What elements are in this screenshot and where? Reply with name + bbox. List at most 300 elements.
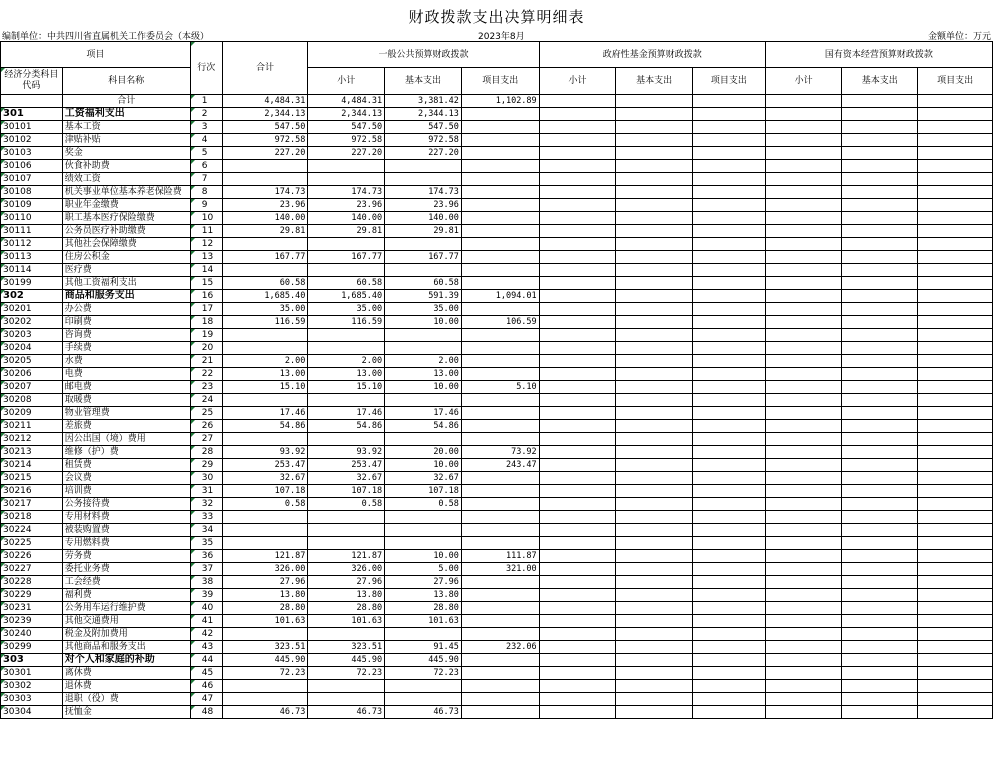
cell-name: 工会经费	[62, 576, 190, 589]
cell-capital-subtotal	[765, 95, 842, 108]
cell-code: 30101	[1, 121, 63, 134]
cell-fund-project	[693, 225, 766, 238]
cell-capital-basic	[842, 290, 918, 303]
cell-line: 46	[190, 680, 222, 693]
cell-general-basic: 227.20	[385, 147, 462, 160]
cell-general-basic: 10.00	[385, 550, 462, 563]
cell-general-basic: 10.00	[385, 459, 462, 472]
cell-fund-basic	[616, 550, 693, 563]
table-row	[1, 277, 993, 290]
cell-capital-project	[918, 329, 993, 342]
cell-line: 12	[190, 238, 222, 251]
table-row	[1, 641, 993, 654]
cell-fund-basic	[616, 420, 693, 433]
cell-code: 30199	[1, 277, 63, 290]
cell-code: 303	[1, 654, 63, 667]
cell-general-subtotal: 121.87	[308, 550, 385, 563]
cell-capital-subtotal	[765, 355, 842, 368]
cell-name: 商品和服务支出	[62, 290, 190, 303]
cell-code: 30240	[1, 628, 63, 641]
cell-code: 30114	[1, 264, 63, 277]
cell-general-basic	[385, 433, 462, 446]
cell-capital-basic	[842, 706, 918, 719]
cell-line: 1	[190, 95, 222, 108]
cell-fund-project	[693, 550, 766, 563]
cell-capital-basic	[842, 563, 918, 576]
cell-name: 电费	[62, 368, 190, 381]
cell-capital-subtotal	[765, 381, 842, 394]
cell-name: 住房公积金	[62, 251, 190, 264]
cell-general-subtotal: 167.77	[308, 251, 385, 264]
cell-fund-basic	[616, 199, 693, 212]
cell-code: 30109	[1, 199, 63, 212]
cell-fund-basic	[616, 342, 693, 355]
cell-capital-subtotal	[765, 680, 842, 693]
cell-fund-project	[693, 628, 766, 641]
cell-general-subtotal: 46.73	[308, 706, 385, 719]
cell-total: 15.10	[222, 381, 308, 394]
table-row	[1, 498, 993, 511]
cell-general-project	[461, 420, 539, 433]
cell-line: 9	[190, 199, 222, 212]
cell-capital-subtotal	[765, 472, 842, 485]
cell-capital-project	[918, 147, 993, 160]
cell-name: 物业管理费	[62, 407, 190, 420]
cell-capital-subtotal	[765, 550, 842, 563]
cell-general-basic	[385, 628, 462, 641]
cell-fund-subtotal	[539, 121, 616, 134]
cell-line: 8	[190, 186, 222, 199]
cell-capital-project	[918, 602, 993, 615]
cell-code: 30302	[1, 680, 63, 693]
cell-code: 30303	[1, 693, 63, 706]
cell-total: 54.86	[222, 420, 308, 433]
cell-fund-subtotal	[539, 368, 616, 381]
cell-capital-subtotal	[765, 628, 842, 641]
cell-fund-subtotal	[539, 134, 616, 147]
cell-general-project	[461, 589, 539, 602]
cell-fund-project	[693, 186, 766, 199]
cell-general-basic: 54.86	[385, 420, 462, 433]
cell-general-basic: 23.96	[385, 199, 462, 212]
cell-fund-subtotal	[539, 108, 616, 121]
cell-name: 其他交通费用	[62, 615, 190, 628]
cell-general-basic: 10.00	[385, 381, 462, 394]
cell-name: 退休费	[62, 680, 190, 693]
cell-line: 32	[190, 498, 222, 511]
cell-capital-subtotal	[765, 459, 842, 472]
cell-capital-project	[918, 95, 993, 108]
cell-line: 15	[190, 277, 222, 290]
cell-general-basic	[385, 524, 462, 537]
cell-code: 30215	[1, 472, 63, 485]
cell-capital-subtotal	[765, 485, 842, 498]
cell-capital-subtotal	[765, 615, 842, 628]
cell-capital-basic	[842, 225, 918, 238]
cell-capital-subtotal	[765, 316, 842, 329]
cell-name: 取暖费	[62, 394, 190, 407]
header-capital-project: 项目支出	[918, 68, 993, 95]
cell-total: 17.46	[222, 407, 308, 420]
cell-total: 13.80	[222, 589, 308, 602]
cell-line: 41	[190, 615, 222, 628]
cell-code: 30201	[1, 303, 63, 316]
cell-capital-basic	[842, 277, 918, 290]
cell-code	[1, 95, 63, 108]
cell-fund-project	[693, 355, 766, 368]
cell-fund-project	[693, 459, 766, 472]
cell-capital-subtotal	[765, 290, 842, 303]
cell-fund-project	[693, 667, 766, 680]
cell-general-basic	[385, 693, 462, 706]
cell-capital-subtotal	[765, 706, 842, 719]
cell-code: 30107	[1, 173, 63, 186]
cell-general-subtotal: 2.00	[308, 355, 385, 368]
cell-general-subtotal: 29.81	[308, 225, 385, 238]
cell-total: 1,685.40	[222, 290, 308, 303]
cell-fund-project	[693, 654, 766, 667]
cell-capital-project	[918, 550, 993, 563]
cell-capital-project	[918, 264, 993, 277]
cell-code: 30205	[1, 355, 63, 368]
cell-name: 公务用车运行维护费	[62, 602, 190, 615]
cell-capital-subtotal	[765, 212, 842, 225]
cell-general-project	[461, 199, 539, 212]
cell-capital-project	[918, 563, 993, 576]
cell-line: 3	[190, 121, 222, 134]
table-row	[1, 147, 993, 160]
header-general-project: 项目支出	[461, 68, 539, 95]
cell-general-subtotal: 101.63	[308, 615, 385, 628]
table-row	[1, 459, 993, 472]
cell-general-project	[461, 680, 539, 693]
cell-general-basic: 32.67	[385, 472, 462, 485]
cell-capital-subtotal	[765, 394, 842, 407]
cell-capital-project	[918, 212, 993, 225]
cell-fund-basic	[616, 147, 693, 160]
cell-fund-project	[693, 342, 766, 355]
cell-fund-subtotal	[539, 225, 616, 238]
cell-total: 116.59	[222, 316, 308, 329]
cell-capital-basic	[842, 524, 918, 537]
cell-capital-basic	[842, 368, 918, 381]
cell-total: 60.58	[222, 277, 308, 290]
cell-capital-subtotal	[765, 251, 842, 264]
cell-fund-basic	[616, 563, 693, 576]
cell-capital-basic	[842, 485, 918, 498]
cell-fund-subtotal	[539, 446, 616, 459]
cell-general-subtotal: 0.58	[308, 498, 385, 511]
cell-total: 23.96	[222, 199, 308, 212]
cell-general-subtotal: 2,344.13	[308, 108, 385, 121]
cell-line: 21	[190, 355, 222, 368]
cell-name: 专用材料费	[62, 511, 190, 524]
cell-general-subtotal: 140.00	[308, 212, 385, 225]
cell-code: 30103	[1, 147, 63, 160]
cell-fund-project	[693, 147, 766, 160]
table-row	[1, 186, 993, 199]
cell-capital-basic	[842, 628, 918, 641]
cell-line: 38	[190, 576, 222, 589]
cell-general-basic: 72.23	[385, 667, 462, 680]
cell-capital-project	[918, 394, 993, 407]
cell-general-subtotal	[308, 511, 385, 524]
cell-total: 326.00	[222, 563, 308, 576]
cell-name: 公务员医疗补助缴费	[62, 225, 190, 238]
cell-fund-project	[693, 95, 766, 108]
cell-general-project: 106.59	[461, 316, 539, 329]
cell-general-project	[461, 303, 539, 316]
cell-general-basic	[385, 342, 462, 355]
cell-capital-project	[918, 485, 993, 498]
cell-fund-project	[693, 693, 766, 706]
cell-total: 174.73	[222, 186, 308, 199]
cell-fund-subtotal	[539, 251, 616, 264]
cell-fund-subtotal	[539, 290, 616, 303]
cell-name: 邮电费	[62, 381, 190, 394]
cell-fund-basic	[616, 368, 693, 381]
cell-capital-project	[918, 407, 993, 420]
cell-fund-subtotal	[539, 537, 616, 550]
cell-capital-basic	[842, 394, 918, 407]
cell-capital-project	[918, 134, 993, 147]
cell-capital-basic	[842, 511, 918, 524]
cell-capital-basic	[842, 550, 918, 563]
cell-capital-basic	[842, 264, 918, 277]
cell-total	[222, 238, 308, 251]
cell-capital-basic	[842, 615, 918, 628]
cell-fund-subtotal	[539, 459, 616, 472]
header-state-capital: 国有资本经营预算财政拨款	[765, 42, 992, 68]
cell-capital-basic	[842, 680, 918, 693]
cell-general-subtotal: 174.73	[308, 186, 385, 199]
cell-code: 30112	[1, 238, 63, 251]
cell-capital-project	[918, 316, 993, 329]
cell-capital-subtotal	[765, 147, 842, 160]
cell-general-basic	[385, 329, 462, 342]
cell-capital-subtotal	[765, 446, 842, 459]
cell-total: 27.96	[222, 576, 308, 589]
cell-fund-basic	[616, 121, 693, 134]
cell-capital-subtotal	[765, 121, 842, 134]
cell-name: 离休费	[62, 667, 190, 680]
cell-capital-subtotal	[765, 160, 842, 173]
cell-name: 差旅费	[62, 420, 190, 433]
cell-name: 会议费	[62, 472, 190, 485]
cell-total: 46.73	[222, 706, 308, 719]
cell-total	[222, 628, 308, 641]
cell-fund-basic	[616, 511, 693, 524]
cell-fund-subtotal	[539, 576, 616, 589]
cell-fund-basic	[616, 459, 693, 472]
cell-name: 税金及附加费用	[62, 628, 190, 641]
cell-fund-project	[693, 511, 766, 524]
cell-general-subtotal: 54.86	[308, 420, 385, 433]
cell-line: 42	[190, 628, 222, 641]
cell-general-project	[461, 602, 539, 615]
cell-fund-project	[693, 563, 766, 576]
cell-line: 17	[190, 303, 222, 316]
cell-capital-project	[918, 303, 993, 316]
table-row	[1, 472, 993, 485]
cell-capital-basic	[842, 641, 918, 654]
cell-fund-basic	[616, 524, 693, 537]
header-gov-fund: 政府性基金预算财政拨款	[539, 42, 765, 68]
cell-name: 维修（护）费	[62, 446, 190, 459]
cell-general-basic: 972.58	[385, 134, 462, 147]
cell-fund-basic	[616, 667, 693, 680]
compiling-unit: 编制单位：中共四川省直属机关工作委员会（本级）	[2, 32, 210, 42]
cell-name: 其他商品和服务支出	[62, 641, 190, 654]
cell-general-project	[461, 355, 539, 368]
cell-general-basic: 101.63	[385, 615, 462, 628]
cell-general-basic: 10.00	[385, 316, 462, 329]
cell-capital-basic	[842, 420, 918, 433]
cell-code: 30202	[1, 316, 63, 329]
table-row	[1, 121, 993, 134]
table-row	[1, 238, 993, 251]
cell-capital-project	[918, 121, 993, 134]
cell-capital-subtotal	[765, 173, 842, 186]
table-row	[1, 589, 993, 602]
cell-capital-subtotal	[765, 589, 842, 602]
cell-capital-project	[918, 433, 993, 446]
cell-name: 职工基本医疗保险缴费	[62, 212, 190, 225]
cell-capital-subtotal	[765, 225, 842, 238]
cell-capital-subtotal	[765, 277, 842, 290]
cell-capital-basic	[842, 238, 918, 251]
header-fund-subtotal: 小计	[539, 68, 616, 95]
cell-general-project	[461, 368, 539, 381]
cell-fund-subtotal	[539, 329, 616, 342]
cell-capital-basic	[842, 407, 918, 420]
cell-capital-project	[918, 524, 993, 537]
cell-fund-subtotal	[539, 667, 616, 680]
cell-name: 印刷费	[62, 316, 190, 329]
cell-fund-basic	[616, 381, 693, 394]
cell-fund-basic	[616, 589, 693, 602]
cell-line: 16	[190, 290, 222, 303]
cell-code: 30106	[1, 160, 63, 173]
table-row	[1, 342, 993, 355]
cell-fund-subtotal	[539, 693, 616, 706]
cell-general-basic	[385, 537, 462, 550]
cell-fund-project	[693, 316, 766, 329]
cell-capital-subtotal	[765, 134, 842, 147]
cell-general-project	[461, 173, 539, 186]
table-row	[1, 381, 993, 394]
table-row	[1, 212, 993, 225]
cell-code: 30226	[1, 550, 63, 563]
cell-code: 30228	[1, 576, 63, 589]
cell-total	[222, 264, 308, 277]
cell-total: 29.81	[222, 225, 308, 238]
header-total: 合计	[222, 42, 308, 95]
table-row	[1, 485, 993, 498]
cell-capital-basic	[842, 589, 918, 602]
cell-general-basic: 591.39	[385, 290, 462, 303]
cell-line: 39	[190, 589, 222, 602]
cell-fund-basic	[616, 355, 693, 368]
cell-general-basic: 2,344.13	[385, 108, 462, 121]
cell-fund-project	[693, 108, 766, 121]
header-fund-project: 项目支出	[693, 68, 766, 95]
cell-fund-subtotal	[539, 238, 616, 251]
cell-name: 公务接待费	[62, 498, 190, 511]
cell-general-subtotal: 13.00	[308, 368, 385, 381]
cell-general-project	[461, 212, 539, 225]
cell-code: 30239	[1, 615, 63, 628]
cell-total	[222, 394, 308, 407]
cell-capital-project	[918, 654, 993, 667]
table-row	[1, 511, 993, 524]
cell-general-project	[461, 251, 539, 264]
cell-general-basic	[385, 264, 462, 277]
cell-line: 30	[190, 472, 222, 485]
cell-fund-project	[693, 472, 766, 485]
cell-general-subtotal	[308, 693, 385, 706]
cell-name: 绩效工资	[62, 173, 190, 186]
cell-general-project	[461, 394, 539, 407]
cell-fund-project	[693, 615, 766, 628]
cell-code: 301	[1, 108, 63, 121]
cell-code: 30216	[1, 485, 63, 498]
cell-general-basic: 60.58	[385, 277, 462, 290]
cell-general-project: 321.00	[461, 563, 539, 576]
table-row	[1, 108, 993, 121]
cell-code: 30304	[1, 706, 63, 719]
cell-fund-subtotal	[539, 485, 616, 498]
cell-general-subtotal: 60.58	[308, 277, 385, 290]
cell-fund-subtotal	[539, 602, 616, 615]
cell-fund-project	[693, 576, 766, 589]
cell-capital-project	[918, 459, 993, 472]
table-row	[1, 225, 993, 238]
cell-capital-subtotal	[765, 693, 842, 706]
cell-fund-subtotal	[539, 95, 616, 108]
cell-general-project	[461, 238, 539, 251]
cell-fund-basic	[616, 108, 693, 121]
cell-total: 28.80	[222, 602, 308, 615]
cell-capital-project	[918, 693, 993, 706]
cell-general-subtotal: 1,685.40	[308, 290, 385, 303]
cell-capital-basic	[842, 602, 918, 615]
cell-name: 奖金	[62, 147, 190, 160]
cell-fund-basic	[616, 446, 693, 459]
cell-general-project	[461, 108, 539, 121]
cell-general-project	[461, 433, 539, 446]
cell-total: 4,484.31	[222, 95, 308, 108]
cell-general-subtotal	[308, 264, 385, 277]
cell-capital-basic	[842, 316, 918, 329]
cell-capital-subtotal	[765, 420, 842, 433]
cell-line: 7	[190, 173, 222, 186]
cell-name: 退职（役）费	[62, 693, 190, 706]
cell-fund-basic	[616, 173, 693, 186]
cell-total	[222, 160, 308, 173]
cell-general-project	[461, 134, 539, 147]
cell-total: 227.20	[222, 147, 308, 160]
cell-general-subtotal: 28.80	[308, 602, 385, 615]
cell-total	[222, 680, 308, 693]
cell-fund-basic	[616, 95, 693, 108]
cell-name: 专用燃料费	[62, 537, 190, 550]
cell-fund-subtotal	[539, 160, 616, 173]
cell-capital-subtotal	[765, 342, 842, 355]
cell-total: 101.63	[222, 615, 308, 628]
cell-total: 13.00	[222, 368, 308, 381]
cell-code: 30301	[1, 667, 63, 680]
